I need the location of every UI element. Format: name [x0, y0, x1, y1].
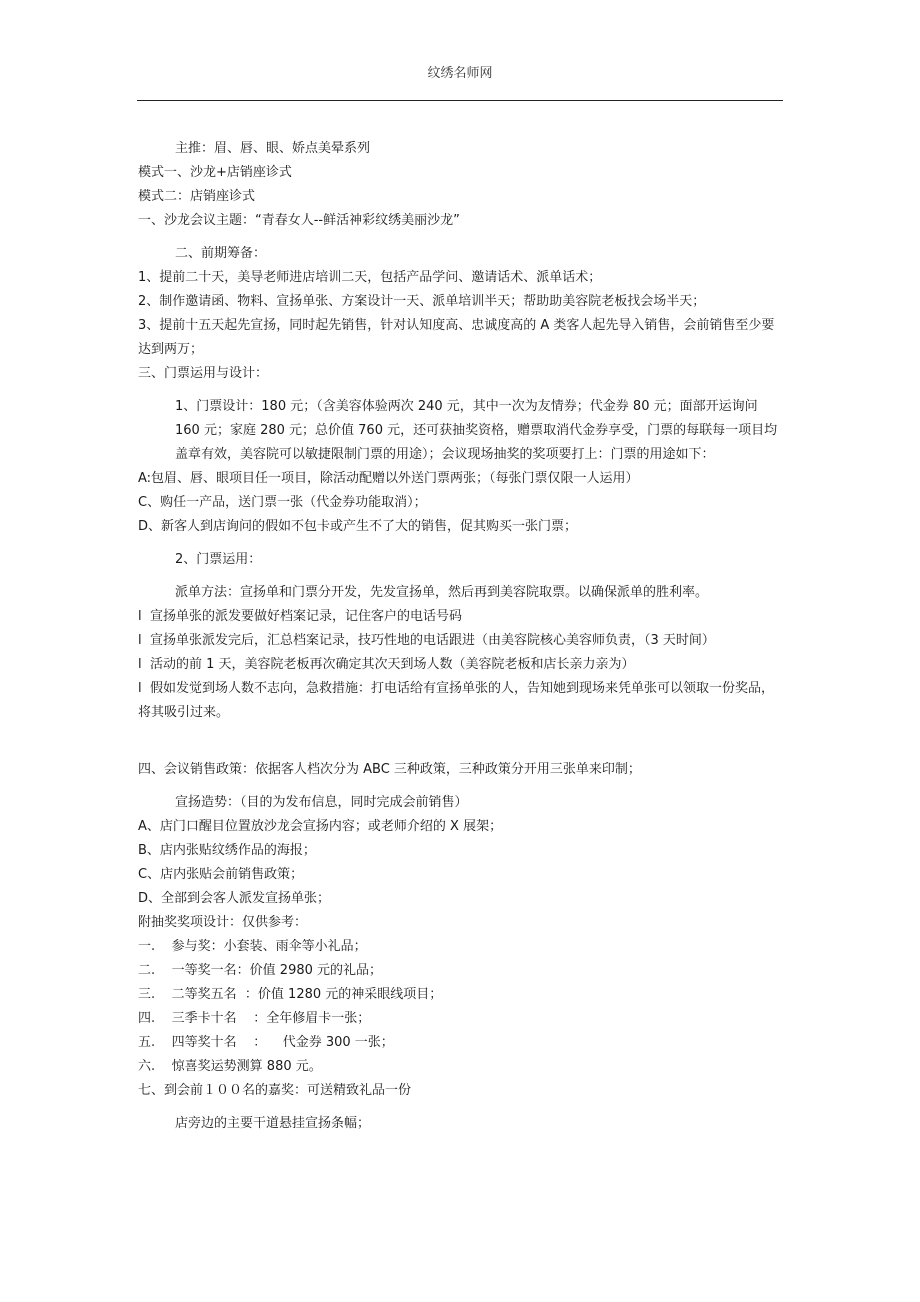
- promotion-item-c: C、店内张贴会前销售政策；: [138, 867, 304, 882]
- prize-item-6: 六. 惊喜奖运势测算 880 元。: [138, 1059, 322, 1074]
- section-three-heading: 三、门票运用与设计：: [138, 366, 269, 381]
- bullet-text: 宣扬单张派发完后，汇总档案记录，技巧性地的电话跟进（由美容院核心美容师负责，（3 天时间）: [150, 633, 715, 648]
- distribution-method: 派单方法：宣扬单和门票分开发，先发宣扬单，然后再到美容院取票。以确保派单的胜利率。: [175, 585, 709, 600]
- prize-item-3: 三. 二等奖五名 ：价值 1280 元的神采眼线项目；: [138, 987, 443, 1002]
- prize-item-2: 二. 一等奖一名：价值 2980 元的礼品；: [138, 963, 383, 978]
- banner-line: 店旁边的主要干道悬挂宣扬条幅；: [175, 1116, 371, 1131]
- section-one-heading: 一、沙龙会议主题：“青春女人--鲜活神彩纹绣美丽沙龙”: [138, 213, 460, 228]
- lottery-heading: 附抽奖奖项设计：仅供参考：: [138, 915, 308, 930]
- prep-item-1: 1、提前二十天，美导老师进店培训二天，包括产品学问、邀请话术、派单话术；: [138, 270, 602, 285]
- ticket-use-c: C、购任一产品，送门票一张（代金券功能取消）；: [138, 495, 427, 510]
- prep-item-3: 3、提前十五天起先宣扬，同时起先销售，针对认知度高、忠诚度高的 A 类客人起先导入销售，会前销售至少要达到两万；: [138, 318, 775, 357]
- prize-item-4: 四. 三季卡十名 ：全年修眉卡一张；: [138, 1011, 371, 1026]
- prep-item-2: 2、制作邀请函、物料、宣扬单张、方案设计一天、派单培训半天；帮助助美容院老板找会场半天；: [138, 294, 706, 309]
- prize-item-1: 一. 参与奖：小套装、雨伞等小礼品；: [138, 939, 367, 954]
- ticket-use-a: A:包眉、唇、眼项目任一项目，除活动配赠以外送门票两张；（每张门票仅限一人运用）: [138, 471, 639, 486]
- promotion-item-a: A、店门口醒目位置放沙龙会宣扬内容；或老师介绍的 X 展架；: [138, 819, 503, 834]
- section-two-heading: 二、前期筹备：: [175, 246, 267, 261]
- ticket-use-d: D、新客人到店询问的假如不包卡或产生不了大的销售，促其购买一张门票；: [138, 519, 578, 534]
- prize-item-5: 五. 四等奖十名 ： 代金券 300 一张；: [138, 1035, 394, 1050]
- bullet-text: 活动的前 1 天，美容院老板再次确定其次天到场人数（美容院老板和店长亲力亲为）: [150, 657, 635, 672]
- promotion-item-b: B、店内张贴纹绣作品的海报；: [138, 843, 316, 858]
- bullet-item-1: [138, 605, 784, 629]
- section-seven-heading: 七、到会前１００名的嘉奖：可送精致礼品一份: [138, 1083, 412, 1098]
- bullet-text: 假如发觉到场人数不志向，急救措施：打电话给有宣扬单张的人，告知她到现场来凭单张可以领取一份奖品，将其吸引过来。: [138, 681, 775, 720]
- mode-two-line: 模式二：店销座诊式: [138, 189, 256, 204]
- bullet-item-3: [138, 653, 784, 677]
- promotion-heading: 宣扬造势：（目的为发布信息，同时完成会前销售）: [175, 795, 468, 810]
- bullet-item-4: [138, 677, 784, 725]
- document-body: [138, 137, 784, 1136]
- bullet-marker: l: [138, 633, 142, 648]
- mode-one-line: 模式一、沙龙+店销座诊式: [138, 165, 292, 180]
- section-four-heading: 四、会议销售政策：依据客人档次分为 ABC 三种政策，三种政策分开用三张单来印制；: [138, 762, 641, 777]
- header-divider: [137, 100, 783, 101]
- ticket-usage-heading: 2、门票运用：: [175, 552, 262, 567]
- ticket-design-paragraph: 1、门票设计：180 元；（含美容体验两次 240 元，其中一次为友情券；代金券 80 元；面部开运询问 160 元；家庭 280 元；总价值 760 元，还可获抽奖资格，赠票取消代金券享受，门票的每联每一项目均盖章有效，美容院可以敏捷限制门票的用途）；会议现场抽奖的奖项要打上：门票的用途如下：: [175, 399, 778, 462]
- bullet-marker: l: [138, 609, 142, 624]
- bullet-text: 宣扬单张的派发要做好档案记录，记住客户的电话号码: [150, 609, 463, 624]
- bullet-marker: l: [138, 681, 142, 696]
- bullet-item-2: [138, 629, 784, 653]
- main-products-line: 主推：眉、唇、眼、娇点美晕系列: [175, 141, 371, 156]
- page-header-title: 纹绣名师网: [427, 66, 493, 81]
- bullet-marker: l: [138, 657, 142, 672]
- promotion-item-d: D、全部到会客人派发宣扬单张；: [138, 891, 331, 906]
